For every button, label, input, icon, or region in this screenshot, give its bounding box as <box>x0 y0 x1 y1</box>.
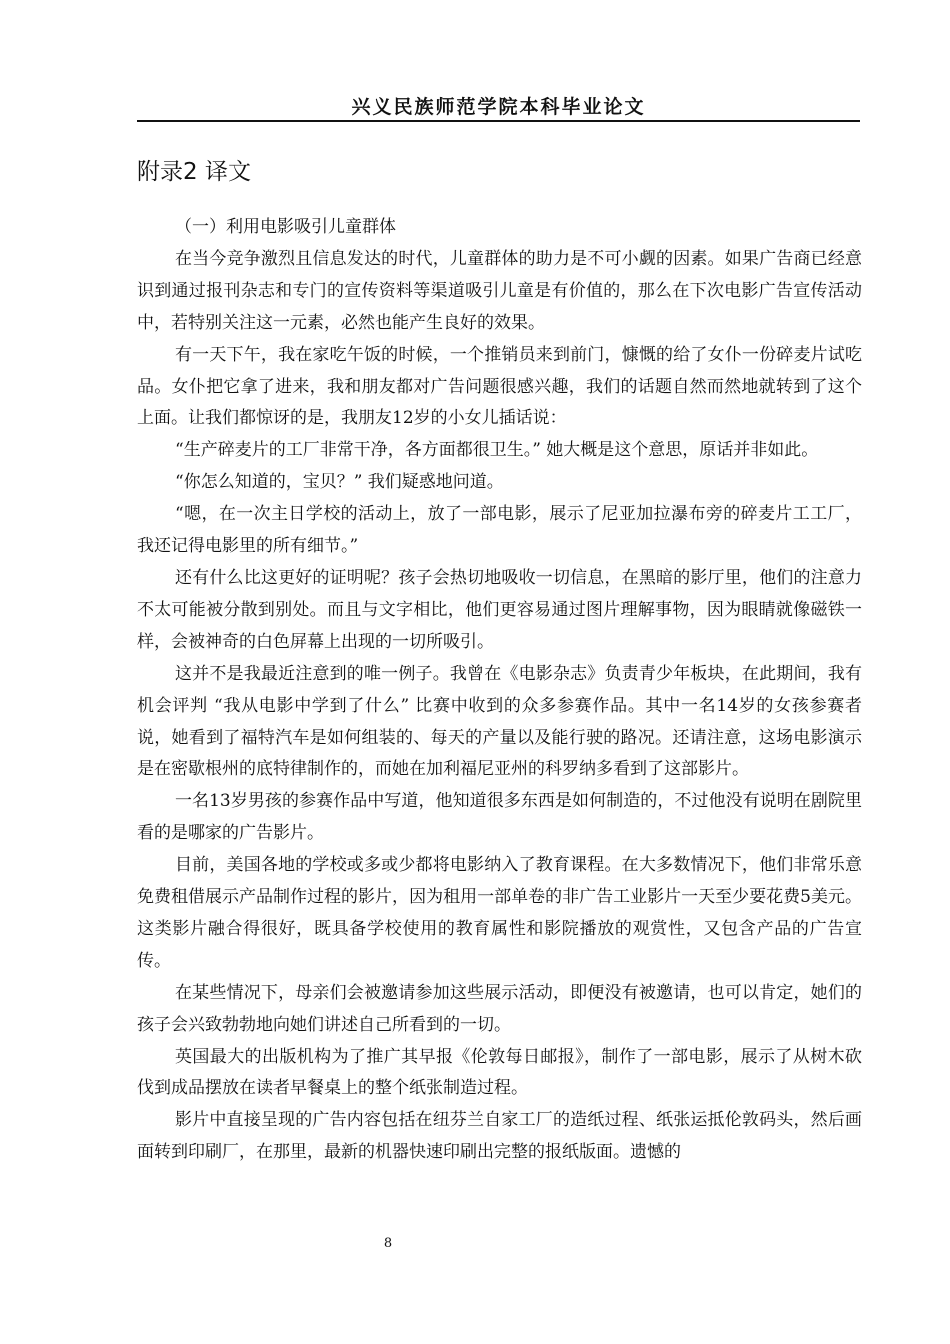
paragraph: 一名13岁男孩的参赛作品中写道，他知道很多东西是如何制造的，不过他没有说明在剧院里看的是哪家的广告影片。 <box>137 791 862 844</box>
paragraph: “你怎么知道的，宝贝？” 我们疑惑地问道。 <box>175 472 504 493</box>
header-rule <box>137 120 860 122</box>
paragraph: 影片中直接呈现的广告内容包括在纽芬兰自家工厂的造纸过程、纸张运抵伦敦码头，然后画面转到印刷厂，在那里，最新的机器快速印刷出完整的报纸版面。遗憾的 <box>137 1110 862 1163</box>
body-text <box>137 212 862 1169</box>
section-title: 附录2 译文 <box>137 159 251 185</box>
page-header-title: 兴义民族师范学院本科毕业论文 <box>351 96 646 118</box>
paragraph: 在某些情况下，母亲们会被邀请参加这些展示活动，即便没有被邀请，也可以肯定，她们的孩子会兴致勃勃地向她们讲述自己所看到的一切。 <box>137 982 862 1035</box>
subheading: （一）利用电影吸引儿童群体 <box>175 217 396 237</box>
paragraph: “嗯，在一次主日学校的活动上，放了一部电影，展示了尼亚加拉瀑布旁的碎麦片工工厂，我还记得电影里的所有细节。” <box>137 504 862 557</box>
paragraph: 在当今竞争激烈且信息发达的时代，儿童群体的助力是不可小觑的因素。如果广告商已经意识到通过报刊杂志和专门的宣传资料等渠道吸引儿童是有价值的，那么在下次电影广告宣传活动中，若特别关注这一元素，必然也能产生良好的效果。 <box>137 248 862 333</box>
paragraph: 有一天下午，我在家吃午饭的时候，一个推销员来到前门，慷慨的给了女仆一份碎麦片试吃品。女仆把它拿了进来，我和朋友都对广告问题很感兴趣，我们的话题自然而然地就转到了这个上面。让我们都惊讶的是，我朋友12岁的小女儿插话说： <box>137 344 862 429</box>
paragraph: 英国最大的出版机构为了推广其早报《伦敦每日邮报》，制作了一部电影，展示了从树木砍伐到成品摆放在读者早餐桌上的整个纸张制造过程。 <box>137 1046 862 1099</box>
paragraph: “生产碎麦片的工厂非常干净，各方面都很卫生。” 她大概是这个意思，原话并非如此。 <box>175 440 819 461</box>
paragraph: 这并不是我最近注意到的唯一例子。我曾在《电影杂志》负责青少年板块，在此期间，我有机会评判 “我从电影中学到了什么” 比赛中收到的众多参赛作品。其中一名14岁的女孩参赛者说，她看到了福特汽车是如何组装的、每天的产量以及能行驶的路况。还请注意，这场电影演示是在密歇根州的底特律制作的，而她在加利福尼亚州的科罗纳多看到了这部影片。 <box>137 663 862 780</box>
paragraph: 还有什么比这更好的证明呢？孩子会热切地吸收一切信息，在黑暗的影厅里，他们的注意力不太可能被分散到别处。而且与文字相比，他们更容易通过图片理解事物，因为眼睛就像磁铁一样，会被神奇的白色屏幕上出现的一切所吸引。 <box>137 567 862 652</box>
page-number: 8 <box>383 1236 393 1251</box>
paragraph: 目前，美国各地的学校或多或少都将电影纳入了教育课程。在大多数情况下，他们非常乐意免费租借展示产品制作过程的影片，因为租用一部单卷的非广告工业影片一天至少要花费5美元。这类影片融合得很好，既具备学校使用的教育属性和影院播放的观赏性，又包含产品的广告宣传。 <box>137 855 862 971</box>
